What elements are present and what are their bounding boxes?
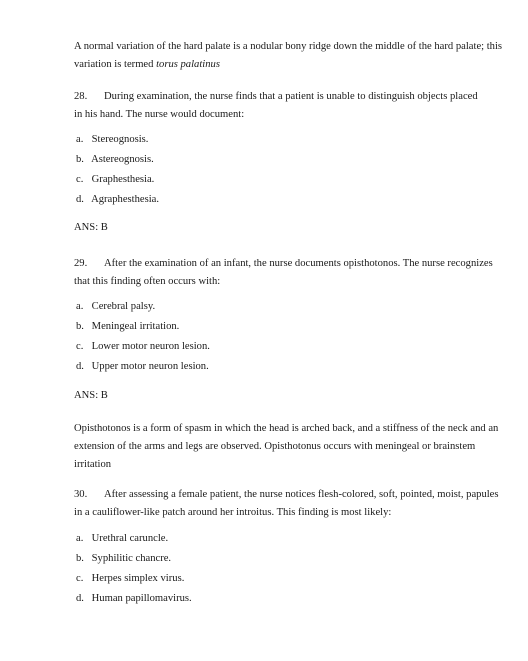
- option-text: Stereognosis.: [91, 134, 149, 145]
- option-text: Urethral caruncle.: [91, 533, 169, 544]
- question-stem-continued: in his hand. The nurse would document:: [74, 109, 245, 120]
- option-item: [76, 170, 496, 190]
- option-item: [76, 190, 496, 210]
- answer-28: ANS: B: [74, 222, 108, 233]
- option-letter: d.: [76, 361, 84, 372]
- options-30: [76, 529, 496, 609]
- question-stem-continued: that this finding often occurs with:: [74, 276, 221, 287]
- question-29: [74, 255, 514, 291]
- option-item: [76, 569, 496, 589]
- option-letter: a.: [76, 301, 84, 312]
- option-text: Herpes simplex virus.: [91, 573, 185, 584]
- option-item: [76, 589, 496, 609]
- option-text: Agraphesthesia.: [91, 194, 160, 205]
- option-letter: b.: [76, 321, 84, 332]
- question-number: 30.: [74, 489, 88, 500]
- option-text: Human papillomavirus.: [91, 593, 192, 604]
- option-item: [76, 549, 496, 569]
- intro-paragraph: [74, 38, 514, 74]
- option-text: Lower motor neuron lesion.: [91, 341, 210, 352]
- option-letter: b.: [76, 154, 84, 165]
- option-letter: d.: [76, 593, 84, 604]
- answer-29: ANS: B: [74, 390, 108, 401]
- option-letter: c.: [76, 174, 84, 185]
- question-number: 29.: [74, 258, 88, 269]
- option-letter: d.: [76, 194, 84, 205]
- option-text: Syphilitic chancre.: [91, 553, 172, 564]
- option-letter: b.: [76, 553, 84, 564]
- option-text: Upper motor neuron lesion.: [91, 361, 209, 372]
- intro-term: torus palatinus: [156, 59, 220, 70]
- question-stem: After assessing a female patient, the nurse notices flesh-colored, soft, pointed, moist, papules: [104, 489, 499, 500]
- question-28: [74, 88, 514, 124]
- question-stem: After the examination of an infant, the nurse documents opisthotonos. The nurse recognizes: [104, 258, 493, 269]
- option-letter: a.: [76, 533, 84, 544]
- option-item: [76, 337, 496, 357]
- intro-text: A normal variation of the hard palate is a nodular bony ridge down the middle of the hard palate; this variation is termed: [74, 41, 503, 70]
- option-item: [76, 357, 496, 377]
- question-30: [74, 486, 514, 522]
- option-item: [76, 150, 496, 170]
- option-text: Meningeal irritation.: [91, 321, 180, 332]
- option-text: Astereognosis.: [91, 154, 154, 165]
- option-item: [76, 317, 496, 337]
- option-item: [76, 297, 496, 317]
- options-28: [76, 130, 496, 210]
- option-item: [76, 529, 496, 549]
- option-text: Cerebral palsy.: [91, 301, 156, 312]
- option-letter: c.: [76, 341, 84, 352]
- question-stem-continued: in a cauliflower-like patch around her introitus. This finding is most likely:: [74, 507, 392, 518]
- question-number: 28.: [74, 91, 88, 102]
- rationale-29: Opisthotonos is a form of spasm in which the head is arched back, and a stiffness of the neck and an extension of the arms and legs are observed. Opisthotonus occurs with meningeal or brainstem irritation: [74, 423, 499, 470]
- question-stem: During examination, the nurse finds that a patient is unable to distinguish objects placed: [104, 91, 478, 102]
- option-letter: a.: [76, 134, 84, 145]
- options-29: [76, 297, 496, 377]
- option-item: [76, 130, 496, 150]
- option-text: Graphesthesia.: [91, 174, 155, 185]
- option-letter: c.: [76, 573, 84, 584]
